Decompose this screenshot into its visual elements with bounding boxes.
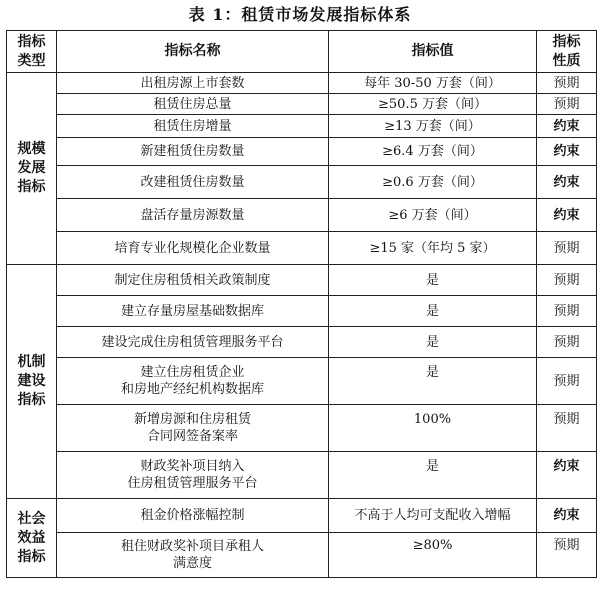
- table-row: [7, 73, 597, 94]
- table-row: [7, 327, 597, 358]
- table-row: [7, 296, 597, 327]
- indicator-nature: 预期: [537, 533, 597, 578]
- indicator-nature: 约束: [537, 452, 597, 499]
- indicator-value: 是: [329, 452, 537, 499]
- indicator-table: [6, 30, 597, 578]
- indicator-value: ≥80%: [329, 533, 537, 578]
- table-row: [7, 533, 597, 578]
- indicator-name: 建立存量房屋基础数据库: [57, 296, 329, 327]
- table-title: 表 1：租赁市场发展指标体系: [188, 5, 412, 24]
- indicator-name: 租赁住房增量: [57, 115, 329, 138]
- table-row: [7, 499, 597, 533]
- indicator-name: 改建租赁住房数量: [57, 166, 329, 199]
- indicator-nature: 约束: [537, 499, 597, 533]
- indicator-value: 是: [329, 265, 537, 296]
- table-row: [7, 166, 597, 199]
- indicator-nature: 约束: [537, 138, 597, 166]
- indicator-value: 每年 30-50 万套（间）: [329, 73, 537, 94]
- indicator-nature: 预期: [537, 73, 597, 94]
- indicator-name: 盘活存量房源数量: [57, 199, 329, 232]
- table-row: [7, 358, 597, 405]
- indicator-value: ≥6.4 万套（间）: [329, 138, 537, 166]
- table-row: [7, 232, 597, 265]
- indicator-nature: 预期: [537, 232, 597, 265]
- table-row: [7, 138, 597, 166]
- table-row: [7, 94, 597, 115]
- indicator-nature: 预期: [537, 405, 597, 452]
- indicator-value: ≥13 万套（间）: [329, 115, 537, 138]
- indicator-name: 制定住房租赁相关政策制度: [57, 265, 329, 296]
- header-type: 指标类型: [7, 31, 57, 73]
- indicator-nature: 预期: [537, 94, 597, 115]
- indicator-value: 是: [329, 296, 537, 327]
- group-cell-social: 社会效益指标: [7, 499, 57, 578]
- indicator-name: 建立住房租赁企业 和房地产经纪机构数据库: [57, 358, 329, 405]
- indicator-value: ≥15 家（年均 5 家）: [329, 232, 537, 265]
- indicator-value: 不高于人均可支配收入增幅: [329, 499, 537, 533]
- indicator-value: ≥50.5 万套（间）: [329, 94, 537, 115]
- table-row: [7, 115, 597, 138]
- indicator-nature: 预期: [537, 327, 597, 358]
- indicator-nature: 约束: [537, 115, 597, 138]
- header-row: [7, 31, 597, 73]
- indicator-value: 是: [329, 327, 537, 358]
- table-row: [7, 199, 597, 232]
- indicator-name: 财政奖补项目纳入 住房租赁管理服务平台: [57, 452, 329, 499]
- indicator-value: 是: [329, 358, 537, 405]
- indicator-name: 租金价格涨幅控制: [57, 499, 329, 533]
- indicator-name: 出租房源上市套数: [57, 73, 329, 94]
- indicator-nature: 预期: [537, 358, 597, 405]
- indicator-value: ≥0.6 万套（间）: [329, 166, 537, 199]
- table-row: [7, 405, 597, 452]
- indicator-name: 培育专业化规模化企业数量: [57, 232, 329, 265]
- indicator-nature: 预期: [537, 296, 597, 327]
- group-cell-mechanism: 机制建设指标: [7, 265, 57, 499]
- header-value: 指标值: [329, 31, 537, 73]
- group-cell-scale: 规模发展指标: [7, 73, 57, 265]
- table-row: [7, 452, 597, 499]
- table-row: [7, 265, 597, 296]
- header-name: 指标名称: [57, 31, 329, 73]
- indicator-value: ≥6 万套（间）: [329, 199, 537, 232]
- indicator-nature: 约束: [537, 166, 597, 199]
- indicator-nature: 约束: [537, 199, 597, 232]
- indicator-name: 新增房源和住房租赁 合同网签备案率: [57, 405, 329, 452]
- indicator-nature: 预期: [537, 265, 597, 296]
- indicator-name: 建设完成住房租赁管理服务平台: [57, 327, 329, 358]
- header-nature: 指标性质: [537, 31, 597, 73]
- indicator-name: 租赁住房总量: [57, 94, 329, 115]
- indicator-name: 租住财政奖补项目承租人 满意度: [57, 533, 329, 578]
- indicator-name: 新建租赁住房数量: [57, 138, 329, 166]
- indicator-value: 100%: [329, 405, 537, 452]
